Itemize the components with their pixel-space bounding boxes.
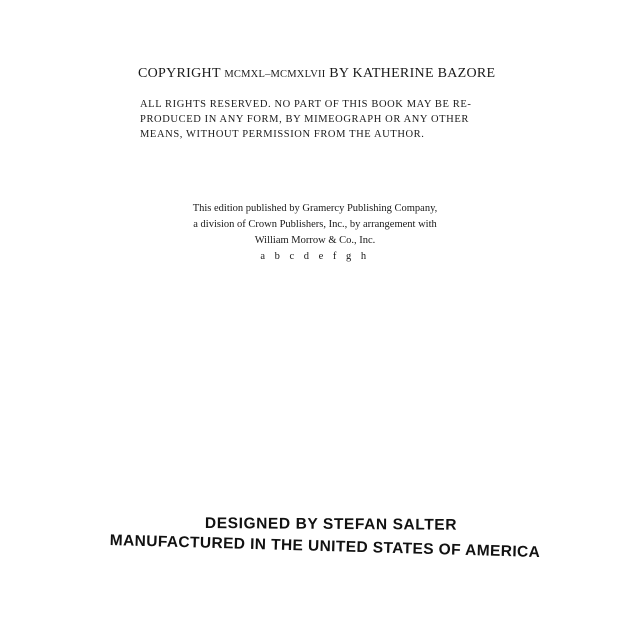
printing-letters: a b c d e f g h xyxy=(260,251,370,262)
edition-line: William Morrow & Co., Inc. xyxy=(254,235,376,246)
rights-reserved-notice xyxy=(140,97,500,142)
rights-line: ALL RIGHTS RESERVED. NO PART OF THIS BOOK MAY BE RE- xyxy=(140,99,472,110)
edition-line: This edition published by Gramercy Publishing Company, xyxy=(192,203,438,214)
rights-line: MEANS, WITHOUT PERMISSION FROM THE AUTHOR. xyxy=(140,129,425,140)
rights-line: PRODUCED IN ANY FORM, BY MIMEOGRAPH OR ANY OTHER xyxy=(140,114,469,125)
copyright-notice xyxy=(138,66,495,82)
edition-notice xyxy=(150,201,480,265)
copyright-prefix: COPYRIGHT xyxy=(138,66,221,81)
copyright-years: MCMXL–MCMXLVII xyxy=(224,69,326,80)
designer-credit: DESIGNED BY STEFAN SALTER xyxy=(204,515,458,534)
copyright-author: BY KATHERINE BAZORE xyxy=(329,66,496,81)
edition-line: a division of Crown Publishers, Inc., by arrangement with xyxy=(193,219,437,230)
manufacture-credit: MANUFACTURED IN THE UNITED STATES OF AMERICA xyxy=(109,532,541,562)
